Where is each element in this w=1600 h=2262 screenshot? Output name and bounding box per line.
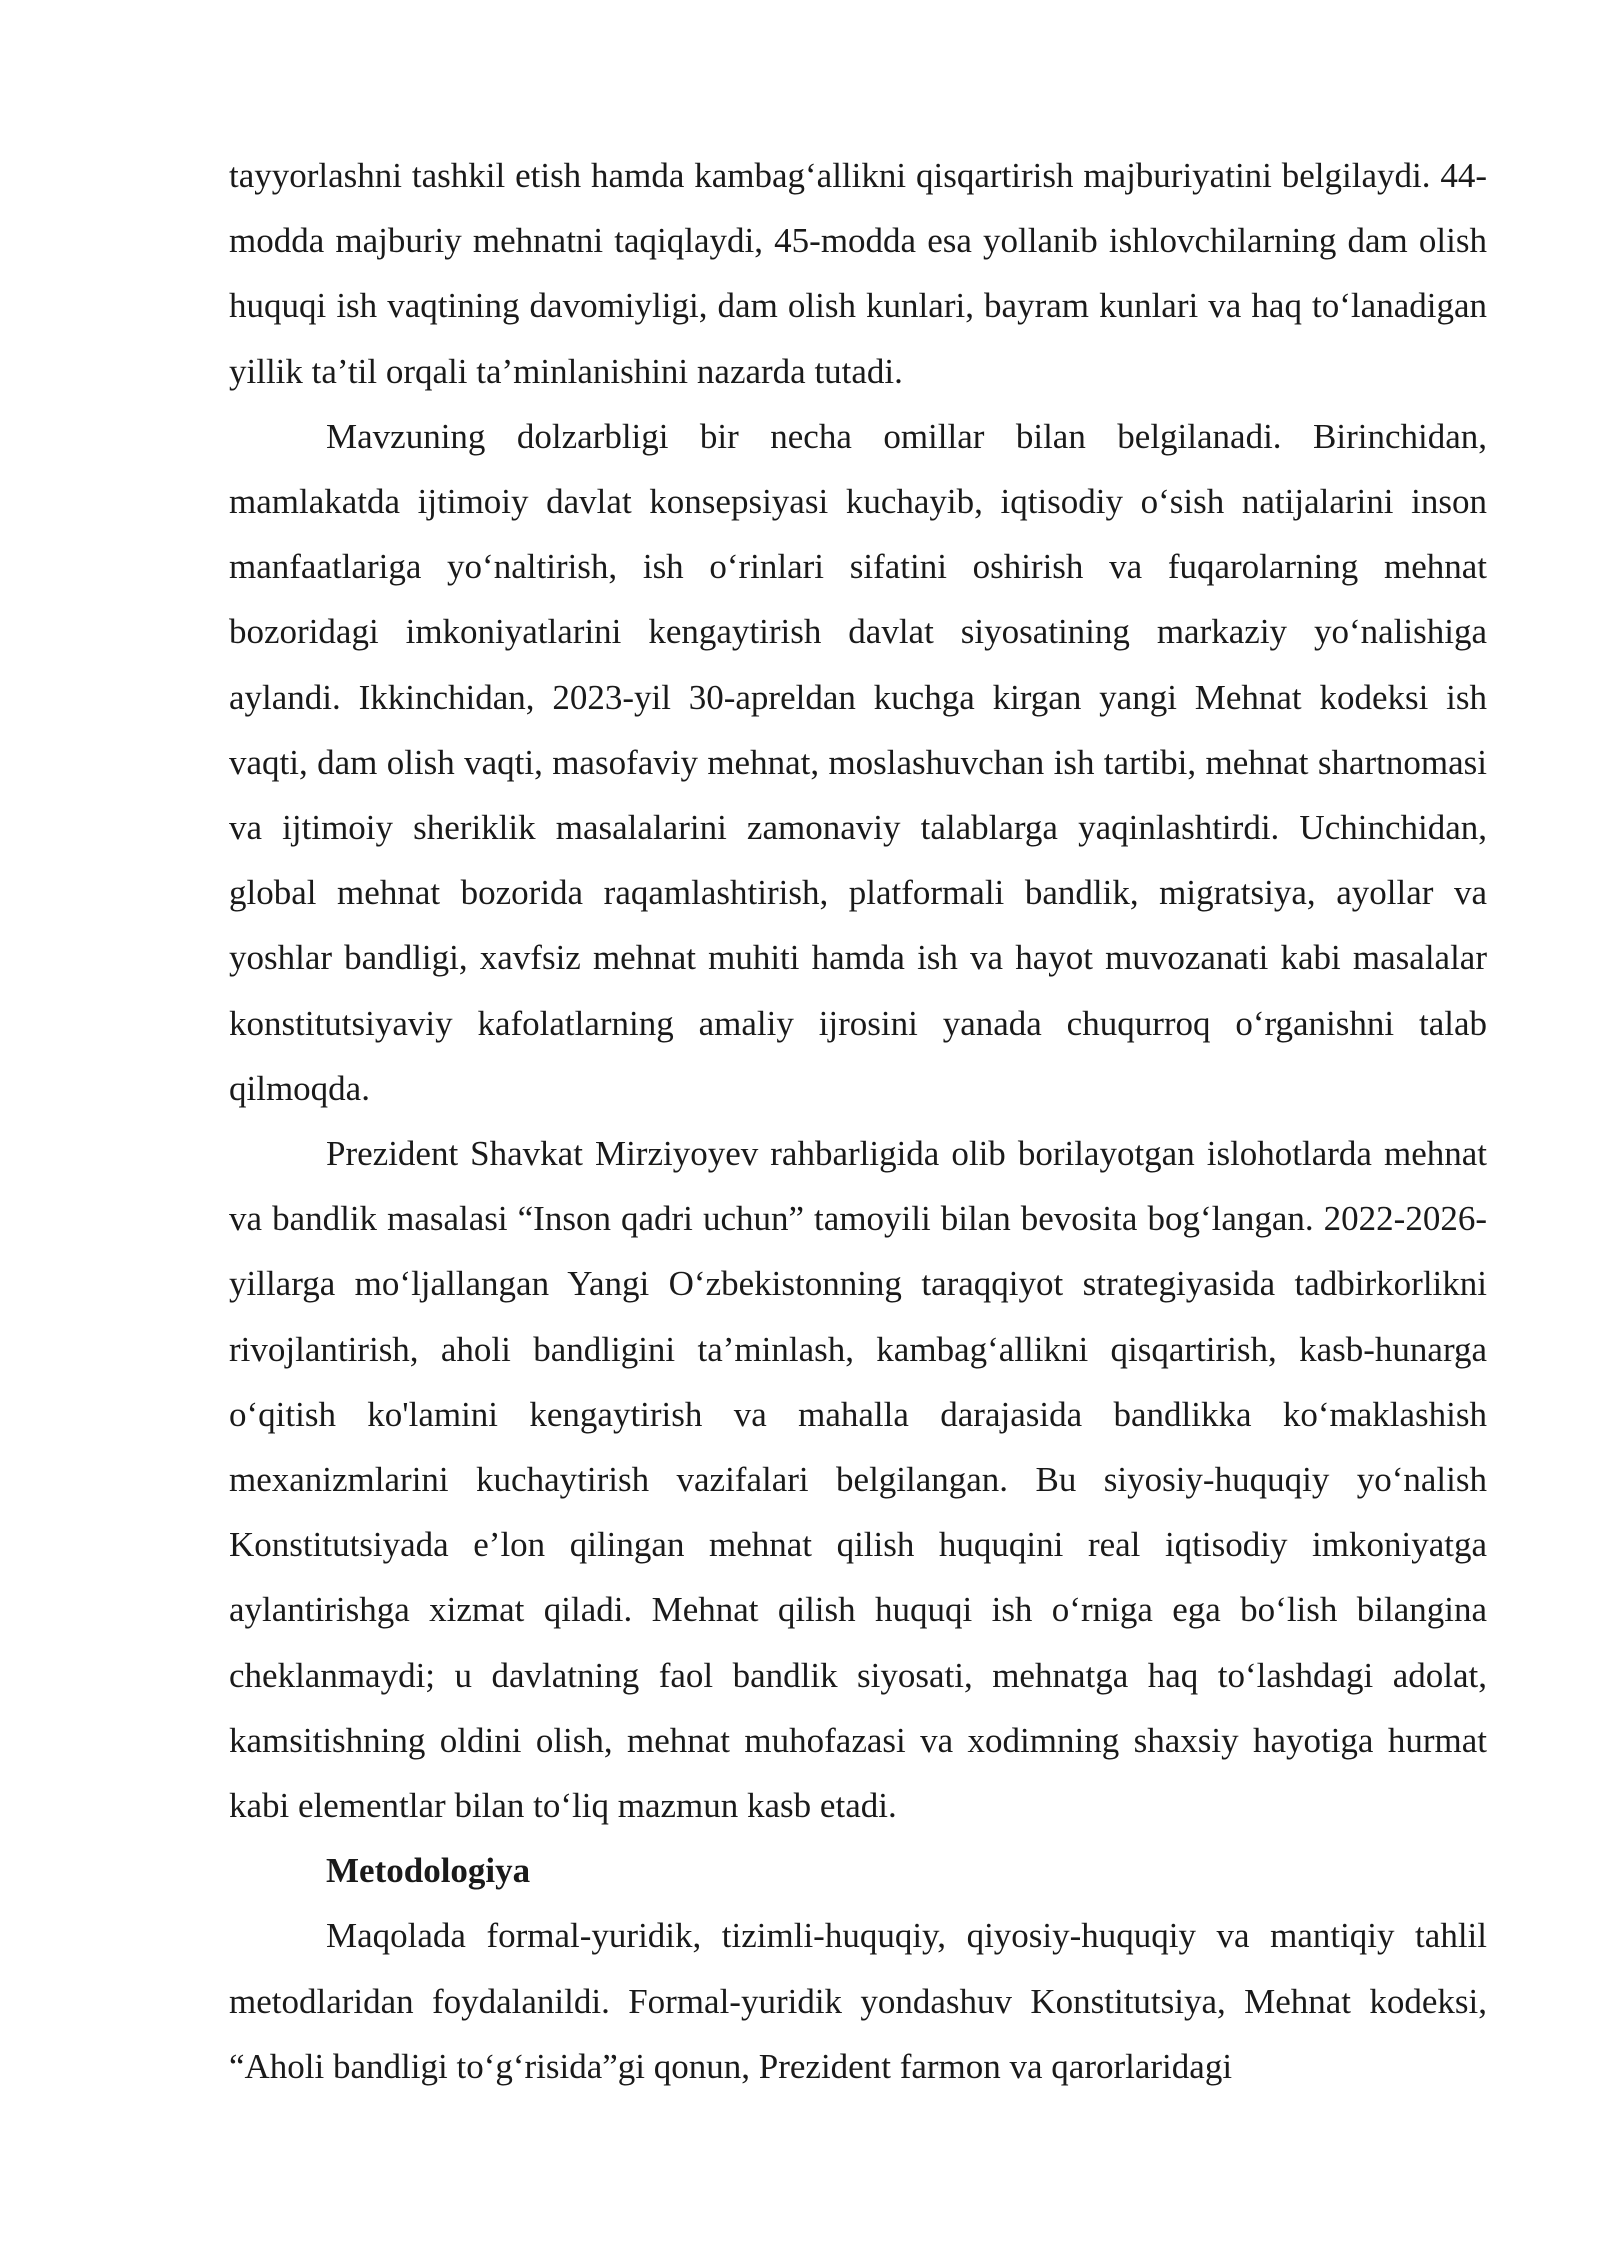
paragraph-methodology: Maqolada formal-yuridik, tizimli-huquqiy, qiyosiy-huquqiy va mantiqiy tahlil metodlaridan foydalanildi. Formal-yuridik yondashuv Konstitutsiya, Mehnat kodeksi, “Aholi bandligi to‘g‘risida”gi qonun, Prezident farmon va qarorlaridagi — [229, 1916, 1487, 2086]
paragraph-continuation: tayyorlashni tashkil etish hamda kambag‘allikni qisqartirish majburiyatini belgilaydi. 44-modda majburiy mehnatni taqiqlaydi, 45-modda esa yollanib ishlovchilarning dam olish huquqi ish vaqtining davomiyligi, dam olish kunlari, bayram kunlari va haq to‘lanadigan yillik ta’til orqali ta’minlanishini nazarda tutadi. — [229, 156, 1487, 391]
paragraph-relevance: Mavzuning dolzarbligi bir necha omillar bilan belgilanadi. Birinchidan, mamlakatda ijtimoiy davlat konsepsiyasi kuchayib, iqtisodiy o‘sish natijalarini inson manfaatlariga yo‘naltirish, ish o‘rinlari sifatini oshirish va fuqarolarning mehnat bozoridagi imkoniyatlarini kengaytirish davlat siyosatining markaziy yo‘nalishiga aylandi. Ikkinchidan, 2023-yil 30-apreldan kuchga kirgan yangi Mehnat kodeksi ish vaqti, dam olish vaqti, masofaviy mehnat, moslashuvchan ish tartibi, mehnat shartnomasi va ijtimoiy sheriklik masalalarini zamonaviy talablarga yaqinlashtirdi. Uchinchidan, global mehnat bozorida raqamlashtirish, platformali bandlik, migratsiya, ayollar va yoshlar bandligi, xavfsiz mehnat muhiti hamda ish va hayot muvozanati kabi masalalar konstitutsiyaviy kafolatlarning amaliy ijrosini yanada chuqurroq o‘rganishni talab qilmoqda. — [229, 416, 1487, 1108]
paragraph-reforms: Prezident Shavkat Mirziyoyev rahbarligida olib borilayotgan islohotlarda mehnat va bandlik masalasi “Inson qadri uchun” tamoyili bilan bevosita bog‘langan. 2022-2026-yillarga mo‘ljallangan Yangi O‘zbekistonning taraqqiyot strategiyasida tadbirkorlikni rivojlantirish, aholi bandligini ta’minlash, kambag‘allikni qisqartirish, kasb-hunarga o‘qitish ko'lamini kengaytirish va mahalla darajasida bandlikka ko‘maklashish mexanizmlarini kuchaytirish vazifalari belgilangan. Bu siyosiy-huquqiy yo‘nalish Konstitutsiyada e’lon qilingan mehnat qilish huquqini real iqtisodiy imkoniyatga aylantirishga xizmat qiladi. Mehnat qilish huquqi ish o‘rniga ega bo‘lish bilangina cheklanmaydi; u davlatning faol bandlik siyosati, mehnatga haq to‘lashdagi adolat, kamsitishning oldini olish, mehnat muhofazasi va xodimning shaxsiy hayotiga hurmat kabi elementlar bilan to‘liq mazmun kasb etadi. — [229, 1134, 1487, 1826]
section-heading-methodology: Metodologiya — [326, 1851, 531, 1891]
document-page — [229, 143, 1487, 2099]
